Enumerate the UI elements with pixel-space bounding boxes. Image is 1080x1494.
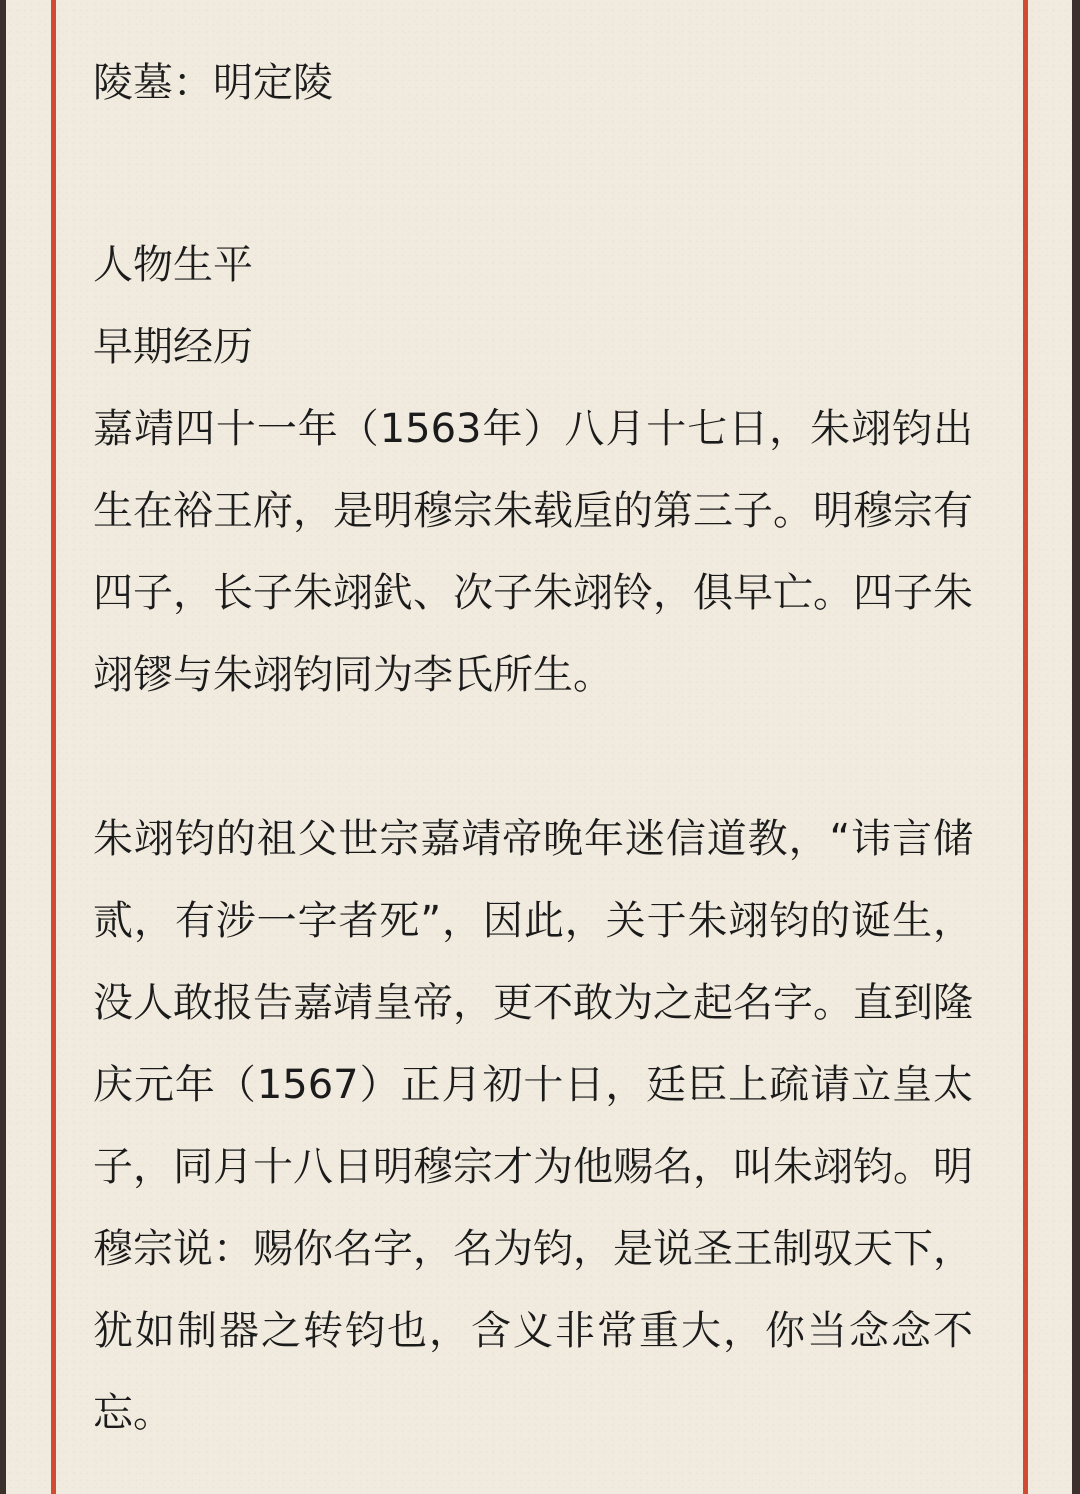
paragraph-naming: 朱翊钧的祖父世宗嘉靖帝晚年迷信道教，“讳言储贰，有涉一字者死”，因此，关于朱翊钧的诞生，没人敢报告嘉靖皇帝，更不敢为之起名字。直到隆庆元年（1567）正月初十日，廷臣上疏请立皇太子，同月十八日明穆宗才为他赐名，叫朱翊钧。明穆宗说：赐你名字，名为钧，是说圣王制驭天下，犹如制器之转钧也，含义非常重大，你当念念不忘。	[93, 816, 973, 1436]
spacer	[93, 124, 973, 224]
left-red-margin-line	[51, 0, 56, 1494]
spacer	[93, 716, 973, 798]
right-red-margin-line	[1023, 0, 1028, 1494]
left-dark-edge	[0, 0, 6, 1494]
section-title: 人物生平	[93, 242, 253, 288]
paragraph-birth: 嘉靖四十一年（1563年）八月十七日，朱翊钧出生在裕王府，是明穆宗朱载垕的第三子。明穆宗有四子，长子朱翊釴、次子朱翊铃，俱早亡。四子朱翊镠与朱翊钧同为李氏所生。	[93, 406, 973, 698]
tomb-line: 陵墓：明定陵	[93, 60, 333, 106]
article-body	[93, 42, 973, 1454]
right-dark-edge	[1072, 0, 1080, 1494]
subsection-title: 早期经历	[93, 324, 253, 370]
